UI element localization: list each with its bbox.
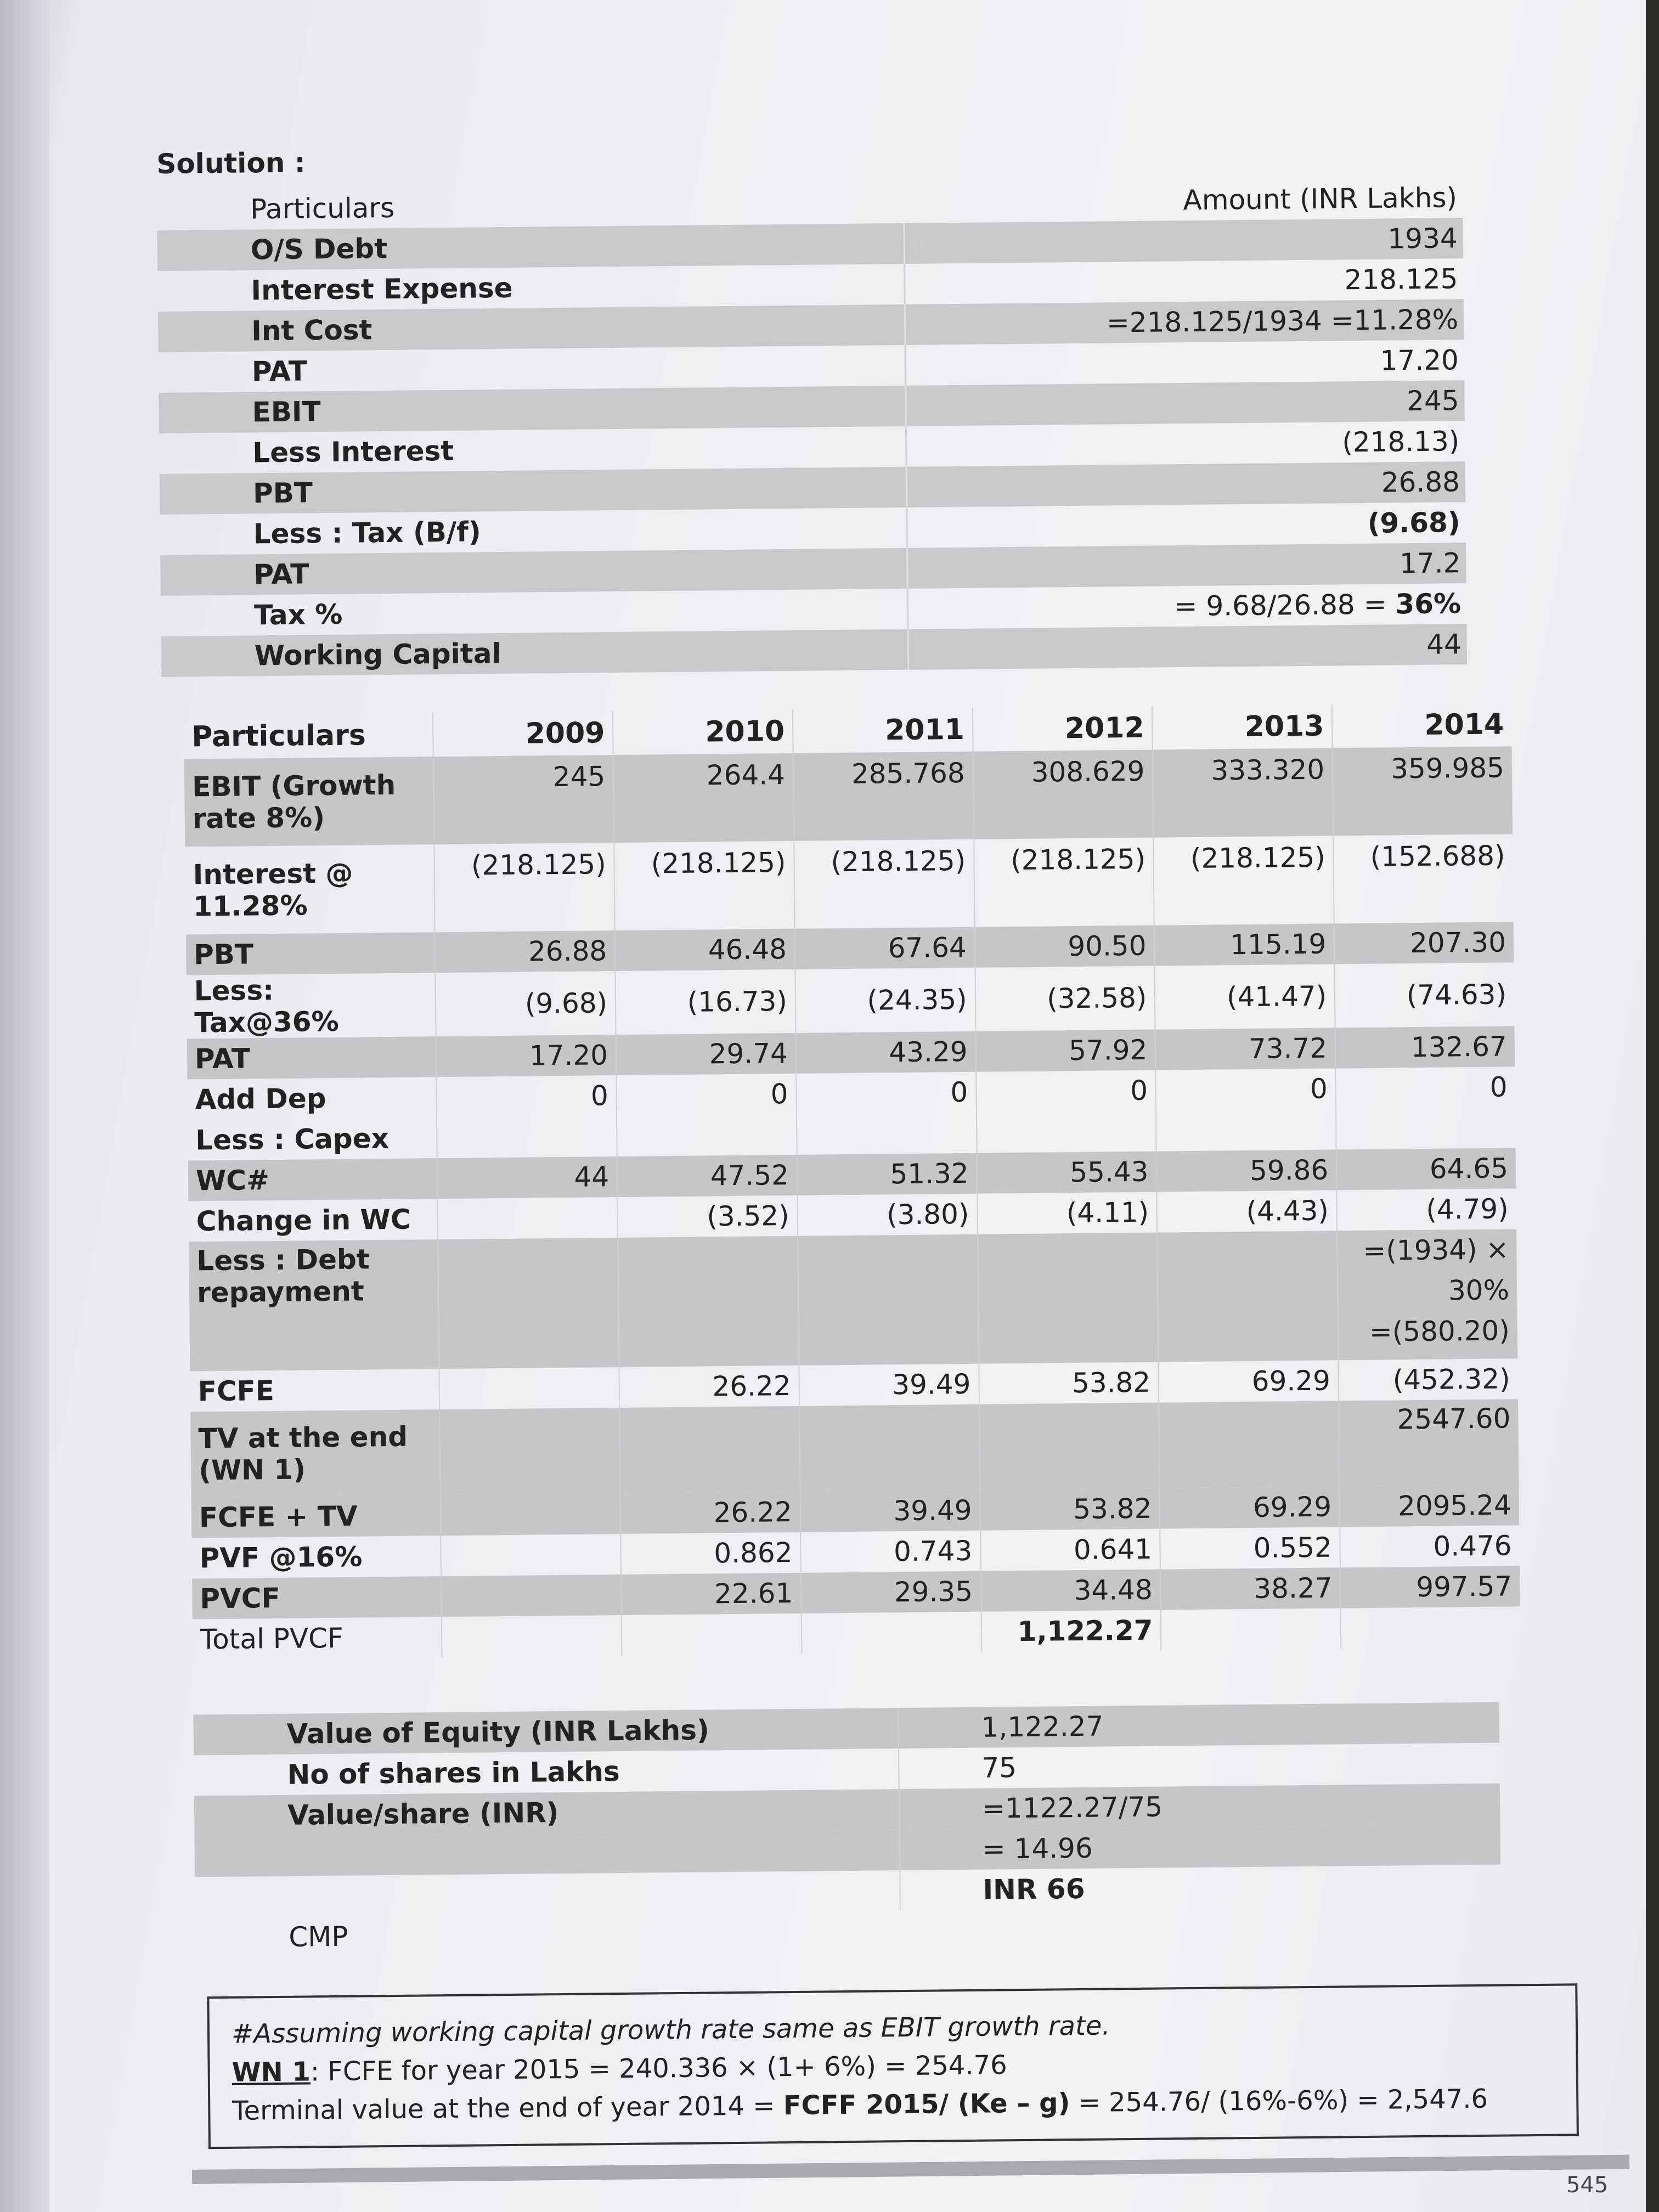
year-header: 2013 — [1152, 704, 1333, 749]
cell-value: 44 — [437, 1156, 617, 1199]
cell-value — [439, 1367, 619, 1409]
cell-value: 46.48 — [615, 929, 795, 971]
row-label: EBIT (Growth rate 8%) — [184, 757, 435, 847]
tax-formula: = 9.68/26.88 = — [1174, 588, 1396, 623]
cell-value: 26.22 — [619, 1365, 799, 1408]
cell-value: (3.80) — [797, 1194, 977, 1236]
cell-value: (32.58) — [975, 966, 1155, 1031]
row-label: TV at the end (WN 1) — [190, 1409, 441, 1497]
cell-value: 0.552 — [1160, 1527, 1340, 1569]
row-label: Less Interest — [252, 435, 454, 469]
row-value: INR 66 — [900, 1865, 1501, 1911]
row-label: Change in WC — [196, 1203, 411, 1238]
cell-value: 308.629 — [973, 750, 1153, 839]
cell-value: 43.29 — [795, 1031, 975, 1074]
row-label: Value/share (INR) — [194, 1789, 900, 1836]
row-value — [900, 1905, 1502, 1952]
table-row — [186, 962, 1514, 1039]
wn1-label: WN 1 — [232, 2056, 311, 2088]
solution-heading: Solution : — [156, 146, 306, 180]
cell-value: 29.35 — [801, 1571, 981, 1613]
footer-rule — [192, 2155, 1629, 2184]
particulars-header: Particulars — [191, 719, 366, 754]
row-label: Less : Capex — [195, 1122, 390, 1156]
cell-value: (3.52) — [618, 1195, 798, 1238]
row-value: 75 — [899, 1743, 1500, 1790]
cell-value: 0.862 — [620, 1532, 800, 1575]
valuation-table — [193, 1702, 1501, 1959]
row-value: =1122.27/75 — [899, 1784, 1500, 1830]
row-amount: 17.20 — [1380, 344, 1459, 377]
row-label: PBT — [186, 932, 436, 975]
assumption-note: #Assuming working capital growth rate same as EBIT growth rate. — [231, 2010, 1110, 2050]
cell-value: 0 — [437, 1075, 617, 1118]
cell-value: 0.476 — [1340, 1525, 1519, 1567]
row-amount — [925, 583, 1467, 629]
cell-value — [441, 1493, 620, 1536]
row-amount: 44 — [925, 624, 1467, 669]
row-label: O/S Debt — [157, 223, 904, 271]
cell-value: 17.20 — [436, 1035, 616, 1077]
cell-value: 333.320 — [1153, 748, 1333, 837]
row-label: WC# — [188, 1158, 438, 1201]
cell-value: 90.50 — [974, 926, 1154, 968]
particulars-header: Particulars — [250, 191, 395, 225]
row-label: Less : Tax (B/f) — [253, 516, 482, 550]
table-row — [184, 746, 1513, 847]
cell-value: (74.63) — [1335, 962, 1515, 1028]
cell-value: 69.29 — [1159, 1360, 1339, 1402]
row-label: No of shares in Lakhs — [287, 1756, 620, 1791]
row-label: Less: Tax@36% — [194, 974, 339, 1039]
year-header: 2011 — [793, 708, 973, 753]
table-row — [190, 1399, 1519, 1497]
cell-value: (218.125) — [435, 843, 615, 932]
page-content — [156, 134, 1580, 2149]
tax-percent: 36% — [1395, 588, 1462, 620]
row-label: Interest @ 11.28% — [193, 857, 353, 923]
row-value: = 14.96 — [899, 1824, 1500, 1871]
row-label: PAT — [187, 1036, 437, 1079]
row-label: EBIT — [159, 386, 906, 433]
row-amount: 1934 — [921, 218, 1463, 263]
cell-value: (41.47) — [1155, 964, 1335, 1029]
row-label: Value of Equity (INR Lakhs) — [193, 1708, 899, 1755]
cell-value: 53.82 — [979, 1362, 1159, 1404]
cell-value: 29.74 — [616, 1033, 796, 1075]
amount-header: Amount (INR Lakhs) — [1183, 182, 1458, 217]
fcfe-projection-table — [184, 702, 1520, 1660]
book-spine — [0, 0, 49, 2212]
row-label: PAT — [251, 355, 308, 388]
cell-value — [441, 1575, 621, 1617]
cell-value: 207.30 — [1334, 922, 1514, 964]
cell-value: (24.35) — [795, 968, 975, 1033]
cell-value: 39.49 — [800, 1490, 980, 1532]
row-amount: 218.125 — [1344, 263, 1458, 296]
cell-value: 59.86 — [1156, 1149, 1336, 1192]
cell-value: 53.82 — [980, 1488, 1160, 1531]
tv-formula: FCFF 2015/ (Ke – g) — [783, 2087, 1070, 2121]
cell-value: 0 — [976, 1070, 1156, 1113]
cell-value: 115.19 — [1154, 923, 1334, 966]
year-header: 2014 — [1332, 702, 1512, 748]
cell-value: 132.67 — [1335, 1026, 1515, 1068]
cell-value: 51.32 — [797, 1153, 977, 1195]
cell-value: 67.64 — [795, 927, 975, 969]
row-value: 1,122.27 — [898, 1702, 1499, 1749]
cell-value: 245 — [433, 755, 614, 844]
row-label — [195, 1830, 900, 1877]
row-label: PVCF — [192, 1576, 442, 1619]
tv-result: = 254.76/ (16%-6%) = 2,547.6 — [1070, 2083, 1488, 2119]
row-label: Less : Debt repayment — [189, 1239, 439, 1371]
row-label: PBT — [160, 467, 907, 515]
total-pvcf-value: 1,122.27 — [981, 1610, 1161, 1652]
row-label: Total PVCF — [200, 1622, 344, 1656]
row-amount: 26.88 — [924, 461, 1466, 507]
row-label: PVF @16% — [199, 1541, 363, 1575]
row-label: FCFE — [198, 1375, 275, 1408]
cell-value — [438, 1197, 618, 1239]
cell-value: =(580.20) — [1369, 1314, 1510, 1348]
row-label: CMP — [289, 1920, 348, 1953]
cell-value: 22.61 — [621, 1573, 801, 1615]
cell-value: 47.52 — [617, 1155, 797, 1197]
cell-value: 34.48 — [981, 1570, 1161, 1612]
cell-value: 359.985 — [1333, 746, 1513, 836]
cell-value: 0 — [616, 1074, 796, 1116]
cell-value: 285.768 — [793, 752, 974, 841]
row-label: FCFE + TV — [191, 1495, 441, 1538]
cell-value: (218.125) — [1154, 836, 1334, 925]
row-label: Working Capital — [161, 629, 909, 677]
cell-value: 55.43 — [977, 1152, 1156, 1194]
cell-value: (152.688) — [1333, 834, 1513, 923]
cell-value: 38.27 — [1160, 1567, 1340, 1610]
cell-value: 30% — [1448, 1274, 1510, 1307]
row-label: PAT — [160, 548, 907, 596]
cell-value: 0 — [1335, 1066, 1515, 1109]
cell-value — [441, 1534, 621, 1576]
cell-value: (4.79) — [1337, 1188, 1516, 1231]
cell-value: (218.125) — [974, 838, 1154, 927]
row-label — [195, 1870, 900, 1917]
cell-value: (218.125) — [614, 841, 794, 930]
row-amount: 17.2 — [924, 543, 1466, 588]
cell-value: 26.22 — [620, 1492, 800, 1534]
working-note-box — [207, 1983, 1579, 2149]
year-header: 2009 — [433, 711, 613, 757]
table-row — [189, 1229, 1517, 1371]
page-number: 545 — [1566, 2172, 1609, 2198]
year-header: 2010 — [613, 709, 793, 755]
cell-value: (16.73) — [616, 969, 796, 1035]
row-amount: (9.68) — [1367, 506, 1460, 539]
cell-value: (452.32) — [1339, 1358, 1518, 1401]
row-amount: =218.125/1934 =11.28% — [922, 299, 1464, 345]
cell-value: 69.29 — [1160, 1486, 1340, 1528]
cell-value: 57.92 — [975, 1030, 1155, 1072]
debt-repayment-2014 — [1337, 1229, 1517, 1360]
cell-value: 0.641 — [980, 1529, 1160, 1571]
cell-value: 73.72 — [1155, 1028, 1335, 1070]
cell-value: 0 — [1156, 1068, 1336, 1110]
row-amount: 245 — [923, 380, 1465, 426]
row-label: Int Cost — [158, 304, 905, 352]
row-label: Interest Expense — [251, 272, 513, 307]
debt-summary-table — [157, 177, 1467, 677]
cell-value: 264.4 — [613, 753, 794, 843]
cell-value: 64.65 — [1336, 1148, 1516, 1190]
cell-value: 0.743 — [800, 1531, 980, 1573]
cell-value: 26.88 — [435, 930, 615, 973]
table-row — [185, 834, 1513, 934]
cell-value: 2547.60 — [1339, 1399, 1519, 1486]
row-label: Add Dep — [195, 1082, 326, 1116]
cell-value: 0 — [796, 1072, 976, 1114]
cell-value: =(1934) × — [1363, 1233, 1509, 1267]
year-header: 2012 — [973, 706, 1153, 752]
tv-prefix: Terminal value at the end of year 2014 = — [232, 2090, 784, 2126]
cell-value: (218.125) — [794, 839, 974, 929]
cell-value: (4.43) — [1157, 1190, 1337, 1232]
cell-value: 997.57 — [1340, 1566, 1520, 1608]
cell-value: (4.11) — [977, 1192, 1157, 1234]
cell-value: (9.68) — [436, 971, 616, 1036]
wn1-text: : FCFE for year 2015 = 240.336 × (1+ 6%) = 254.76 — [310, 2050, 1007, 2087]
cell-value: 39.49 — [799, 1364, 979, 1406]
row-amount: (218.13) — [1342, 425, 1460, 459]
cell-value: 2095.24 — [1340, 1485, 1519, 1527]
row-label: Tax % — [253, 598, 343, 631]
